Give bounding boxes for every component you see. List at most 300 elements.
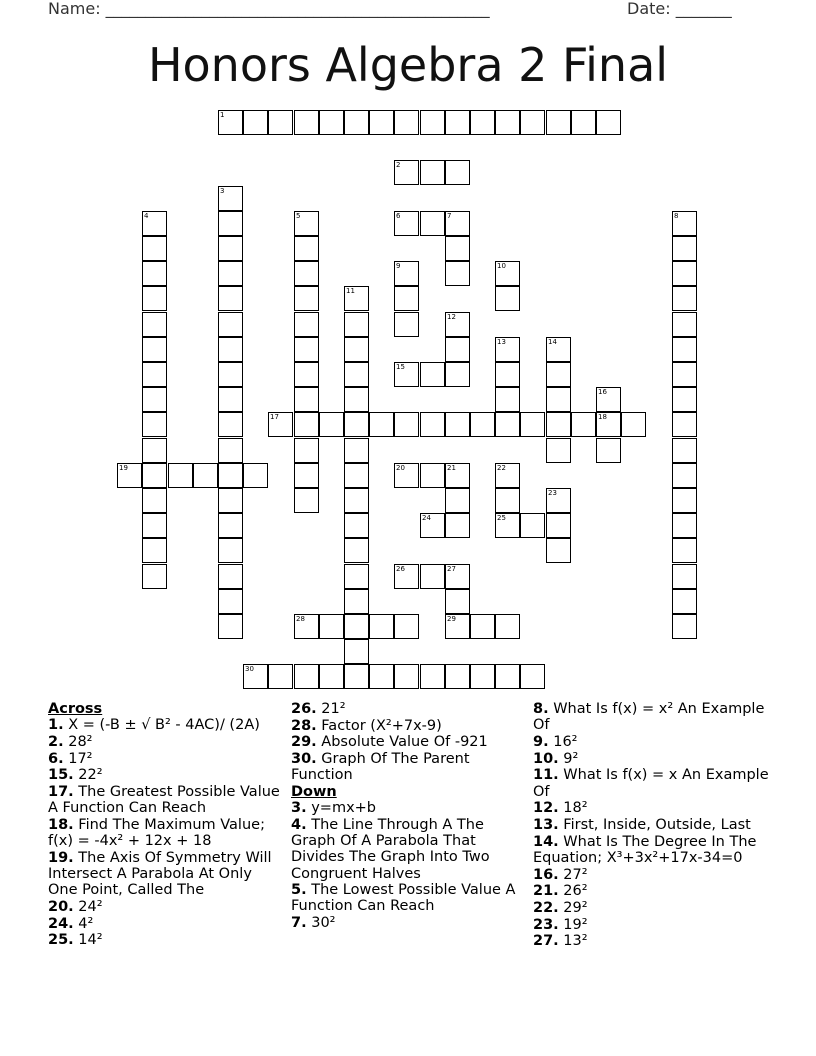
grid-cell[interactable] (470, 614, 495, 639)
grid-cell[interactable] (294, 387, 319, 412)
grid-cell[interactable] (495, 488, 520, 513)
grid-cell[interactable] (394, 160, 419, 185)
grid-cell[interactable] (294, 312, 319, 337)
grid-cell[interactable] (294, 362, 319, 387)
clue-number-label: 5 (296, 212, 301, 220)
grid-cell[interactable] (672, 312, 697, 337)
clue-text: The Line Through A The Graph Of A Parabola That Divides The Graph Into Two Congruent Halves (291, 816, 490, 882)
grid-cell[interactable] (394, 362, 419, 387)
grid-cell[interactable] (546, 513, 571, 538)
grid-cell[interactable] (218, 312, 243, 337)
clue-number-label: 3 (220, 187, 225, 195)
clue-number-label: 2 (396, 161, 401, 169)
grid-cell[interactable] (495, 362, 520, 387)
grid-cell[interactable] (294, 614, 319, 639)
grid-cell[interactable] (420, 564, 445, 589)
grid-cell[interactable] (117, 463, 142, 488)
clue-number-label: 19 (119, 464, 128, 472)
clue-number-label: 4 (144, 212, 149, 220)
clue-number: 27. (533, 933, 559, 950)
clues-column-1 (48, 701, 280, 949)
grid-cell[interactable] (445, 564, 470, 589)
clue-number-label: 29 (447, 615, 456, 623)
grid-cell[interactable] (672, 387, 697, 412)
clue-number: 29. (291, 734, 317, 751)
clue-item (291, 701, 519, 717)
grid-cell[interactable] (520, 513, 545, 538)
clue-text: What Is f(x) = x An Example Of (533, 767, 769, 800)
clue-item (48, 784, 280, 816)
clue-text: Factor (X²+7x-9) (316, 717, 442, 734)
grid-cell[interactable] (369, 412, 394, 437)
grid-cell[interactable] (142, 211, 167, 236)
clue-number-label: 11 (346, 287, 355, 295)
grid-cell[interactable] (672, 286, 697, 311)
grid-cell[interactable] (294, 438, 319, 463)
clue-number-label: 10 (497, 262, 506, 270)
clue-number: 15. (48, 767, 74, 784)
grid-cell[interactable] (243, 664, 268, 689)
clue-number: 25. (48, 932, 74, 949)
grid-cell[interactable] (394, 614, 419, 639)
grid-cell[interactable] (495, 337, 520, 362)
grid-cell[interactable] (420, 362, 445, 387)
clue-number-label: 17 (270, 413, 279, 421)
grid-cell[interactable] (596, 438, 621, 463)
grid-cell[interactable] (672, 513, 697, 538)
grid-cell[interactable] (142, 312, 167, 337)
grid-cell[interactable] (218, 589, 243, 614)
grid-cell[interactable] (294, 412, 319, 437)
grid-cell[interactable] (546, 438, 571, 463)
grid-cell[interactable] (218, 564, 243, 589)
grid-cell[interactable] (268, 110, 293, 135)
grid-cell[interactable] (445, 488, 470, 513)
clue-item (291, 915, 519, 931)
clue-number-label: 1 (220, 111, 225, 119)
grid-cell[interactable] (394, 564, 419, 589)
grid-cell[interactable] (218, 387, 243, 412)
grid-cell[interactable] (445, 211, 470, 236)
grid-cell[interactable] (344, 488, 369, 513)
clue-number: 24. (48, 915, 74, 932)
clue-number: 13. (533, 816, 559, 833)
grid-cell[interactable] (369, 110, 394, 135)
clue-text: 22² (73, 767, 103, 784)
grid-cell[interactable] (495, 463, 520, 488)
grid-cell[interactable] (218, 438, 243, 463)
clue-text: 16² (548, 733, 578, 750)
clue-item (533, 834, 773, 866)
clue-number: 19. (48, 849, 74, 866)
grid-cell[interactable] (420, 463, 445, 488)
grid-cell[interactable] (445, 110, 470, 135)
grid-cell[interactable] (294, 110, 319, 135)
grid-cell[interactable] (344, 337, 369, 362)
clue-number: 18. (48, 816, 74, 833)
grid-cell[interactable] (394, 286, 419, 311)
grid-cell[interactable] (520, 412, 545, 437)
grid-cell[interactable] (470, 412, 495, 437)
grid-cell[interactable] (495, 110, 520, 135)
clue-item (533, 900, 773, 916)
clue-number: 21. (533, 883, 559, 900)
clue-number-label: 16 (598, 388, 607, 396)
grid-cell[interactable] (394, 463, 419, 488)
grid-cell[interactable] (596, 387, 621, 412)
clue-text: Graph Of The Parent Function (291, 751, 470, 784)
grid-cell[interactable] (445, 412, 470, 437)
grid-cell[interactable] (420, 110, 445, 135)
clue-number: 1. (48, 717, 64, 734)
grid-cell[interactable] (218, 110, 243, 135)
grid-cell[interactable] (142, 538, 167, 563)
grid-cell[interactable] (520, 110, 545, 135)
clue-number-label: 30 (245, 665, 254, 673)
grid-cell[interactable] (546, 337, 571, 362)
clue-number: 10. (533, 750, 559, 767)
clue-number: 28. (291, 717, 317, 734)
grid-cell[interactable] (218, 211, 243, 236)
grid-cell[interactable] (420, 664, 445, 689)
clue-number: 17. (48, 784, 74, 801)
grid-cell[interactable] (445, 236, 470, 261)
clue-item (48, 751, 280, 767)
grid-cell[interactable] (596, 110, 621, 135)
name-field: Name: ________________________________________________ (48, 0, 490, 18)
clue-text: 26² (558, 883, 588, 900)
grid-cell[interactable] (672, 362, 697, 387)
clue-text: 18² (558, 800, 588, 817)
grid-cell[interactable] (142, 438, 167, 463)
clue-item (48, 767, 280, 783)
grid-cell[interactable] (344, 387, 369, 412)
grid-cell[interactable] (344, 614, 369, 639)
grid-cell[interactable] (672, 589, 697, 614)
grid-cell[interactable] (218, 412, 243, 437)
grid-cell[interactable] (168, 463, 193, 488)
grid-cell[interactable] (294, 211, 319, 236)
grid-cell[interactable] (445, 312, 470, 337)
grid-cell[interactable] (218, 538, 243, 563)
clue-number-label: 23 (548, 489, 557, 497)
grid-cell[interactable] (344, 513, 369, 538)
clue-item (533, 917, 773, 933)
clue-number-label: 26 (396, 565, 405, 573)
clue-number-label: 8 (674, 212, 679, 220)
grid-cell[interactable] (142, 236, 167, 261)
grid-cell[interactable] (445, 513, 470, 538)
clue-text: 19² (558, 916, 588, 933)
clue-text: 9² (558, 750, 579, 767)
grid-cell[interactable] (294, 463, 319, 488)
clue-text: Absolute Value Of -921 (316, 734, 488, 751)
clue-number: 30. (291, 751, 317, 768)
clue-text: y=mx+b (306, 800, 377, 817)
grid-cell[interactable] (344, 664, 369, 689)
grid-cell[interactable] (218, 337, 243, 362)
clue-text: The Greatest Possible Value A Function Can Reach (48, 784, 280, 817)
clue-number-label: 7 (447, 212, 452, 220)
clue-text: The Axis Of Symmetry Will Intersect A Parabola At Only One Point, Called The (48, 849, 272, 899)
clue-number: 7. (291, 915, 307, 932)
clue-text: What Is f(x) = x² An Example Of (533, 701, 765, 734)
grid-cell[interactable] (672, 614, 697, 639)
clue-item (291, 882, 519, 914)
grid-cell[interactable] (319, 412, 344, 437)
clue-text: The Lowest Possible Value A Function Can Reach (291, 882, 516, 915)
clue-text: 13² (558, 933, 588, 950)
grid-cell[interactable] (142, 488, 167, 513)
grid-cell[interactable] (470, 110, 495, 135)
clue-item (533, 867, 773, 883)
clue-number: 5. (291, 882, 307, 899)
grid-cell[interactable] (142, 337, 167, 362)
grid-cell[interactable] (369, 614, 394, 639)
clue-text: What Is The Degree In The Equation; X³+3x²+17x-34=0 (533, 833, 757, 866)
clue-number-label: 21 (447, 464, 456, 472)
grid-cell[interactable] (571, 412, 596, 437)
clue-item (533, 883, 773, 899)
grid-cell[interactable] (546, 362, 571, 387)
grid-cell[interactable] (672, 412, 697, 437)
clue-text: 14² (73, 932, 103, 949)
clue-text: Find The Maximum Value; f(x) = -4x² + 12x + 18 (48, 816, 265, 850)
grid-cell[interactable] (344, 362, 369, 387)
clue-number-label: 9 (396, 262, 401, 270)
clue-text: 21² (316, 701, 346, 717)
grid-cell[interactable] (294, 236, 319, 261)
clue-number: 6. (48, 750, 64, 767)
grid-cell[interactable] (394, 312, 419, 337)
grid-cell[interactable] (672, 211, 697, 236)
clue-item (291, 817, 519, 882)
grid-cell[interactable] (445, 362, 470, 387)
grid-cell[interactable] (218, 186, 243, 211)
grid-cell[interactable] (294, 261, 319, 286)
grid-cell[interactable] (294, 286, 319, 311)
clue-number: 11. (533, 767, 559, 784)
grid-cell[interactable] (445, 463, 470, 488)
grid-cell[interactable] (420, 412, 445, 437)
clue-item (291, 800, 519, 816)
grid-cell[interactable] (344, 589, 369, 614)
clue-number-label: 18 (598, 413, 607, 421)
clue-text: First, Inside, Outside, Last (558, 816, 751, 833)
grid-cell[interactable] (546, 110, 571, 135)
grid-cell[interactable] (319, 110, 344, 135)
clue-item (533, 817, 773, 833)
grid-cell[interactable] (142, 286, 167, 311)
grid-cell[interactable] (218, 463, 243, 488)
clue-item (533, 767, 773, 799)
clue-number-label: 14 (548, 338, 557, 346)
clue-number-label: 6 (396, 212, 401, 220)
grid-cell[interactable] (495, 261, 520, 286)
clue-item (48, 899, 280, 915)
clue-item (533, 734, 773, 750)
clue-item (533, 701, 773, 733)
grid-cell[interactable] (520, 664, 545, 689)
clue-text: X = (-B ± √ B² - 4AC)/ (2A) (63, 717, 260, 734)
grid-cell[interactable] (344, 639, 369, 664)
grid-cell[interactable] (218, 513, 243, 538)
grid-cell[interactable] (344, 538, 369, 563)
grid-cell[interactable] (495, 513, 520, 538)
clue-number: 4. (291, 816, 307, 833)
grid-cell[interactable] (394, 110, 419, 135)
grid-cell[interactable] (344, 463, 369, 488)
grid-cell[interactable] (445, 664, 470, 689)
grid-cell[interactable] (319, 664, 344, 689)
clue-item (533, 751, 773, 767)
grid-cell[interactable] (495, 614, 520, 639)
clue-text: 27² (558, 866, 588, 883)
clue-item (291, 734, 519, 750)
grid-cell[interactable] (294, 664, 319, 689)
date-field: Date: _______ (627, 0, 732, 18)
grid-cell[interactable] (546, 412, 571, 437)
grid-cell[interactable] (420, 160, 445, 185)
across-heading: Across (48, 701, 103, 717)
clue-item (291, 751, 519, 783)
grid-cell[interactable] (394, 211, 419, 236)
grid-cell[interactable] (142, 362, 167, 387)
grid-cell[interactable] (142, 261, 167, 286)
grid-cell[interactable] (546, 387, 571, 412)
grid-cell[interactable] (218, 614, 243, 639)
grid-cell[interactable] (672, 488, 697, 513)
grid-cell[interactable] (394, 412, 419, 437)
clue-number: 8. (533, 701, 549, 717)
grid-cell[interactable] (495, 387, 520, 412)
grid-cell[interactable] (142, 564, 167, 589)
clue-number: 2. (48, 733, 64, 750)
grid-cell[interactable] (672, 438, 697, 463)
grid-cell[interactable] (672, 337, 697, 362)
clue-text: 28² (63, 733, 93, 750)
grid-cell[interactable] (344, 438, 369, 463)
clue-number: 12. (533, 800, 559, 817)
grid-cell[interactable] (445, 160, 470, 185)
clue-number: 16. (533, 866, 559, 883)
grid-cell[interactable] (142, 513, 167, 538)
clue-number-label: 12 (447, 313, 456, 321)
grid-cell[interactable] (369, 664, 394, 689)
grid-cell[interactable] (218, 261, 243, 286)
grid-cell[interactable] (344, 110, 369, 135)
grid-cell[interactable] (445, 614, 470, 639)
grid-cell[interactable] (672, 538, 697, 563)
clue-item (291, 718, 519, 734)
grid-cell[interactable] (142, 463, 167, 488)
grid-cell[interactable] (218, 286, 243, 311)
grid-cell[interactable] (344, 564, 369, 589)
grid-cell[interactable] (193, 463, 218, 488)
clue-item (48, 932, 280, 948)
grid-cell[interactable] (344, 412, 369, 437)
clue-number-label: 20 (396, 464, 405, 472)
clue-number-label: 13 (497, 338, 506, 346)
clues-column-2 (291, 701, 519, 932)
grid-cell[interactable] (571, 110, 596, 135)
clue-item (48, 916, 280, 932)
clue-text: 24² (73, 898, 103, 915)
clue-item (533, 933, 773, 949)
grid-cell[interactable] (319, 614, 344, 639)
clue-text: 29² (558, 899, 588, 916)
clue-number: 23. (533, 916, 559, 933)
grid-cell[interactable] (268, 412, 293, 437)
clue-number: 22. (533, 899, 559, 916)
grid-cell[interactable] (672, 564, 697, 589)
grid-cell[interactable] (344, 286, 369, 311)
grid-cell[interactable] (420, 513, 445, 538)
grid-cell[interactable] (495, 664, 520, 689)
grid-cell[interactable] (495, 286, 520, 311)
grid-cell[interactable] (445, 261, 470, 286)
clue-text: 4² (73, 915, 94, 932)
page-title: Honors Algebra 2 Final (147, 38, 669, 92)
grid-cell[interactable] (546, 538, 571, 563)
clues-column-3 (533, 701, 773, 950)
down-heading: Down (291, 784, 337, 801)
grid-cell[interactable] (142, 387, 167, 412)
grid-cell[interactable] (243, 110, 268, 135)
grid-cell[interactable] (344, 312, 369, 337)
clue-number: 14. (533, 833, 559, 850)
grid-cell[interactable] (268, 664, 293, 689)
grid-cell[interactable] (218, 362, 243, 387)
grid-cell[interactable] (596, 412, 621, 437)
clue-number-label: 27 (447, 565, 456, 573)
clue-number: 9. (533, 733, 549, 750)
grid-cell[interactable] (672, 261, 697, 286)
grid-cell[interactable] (294, 488, 319, 513)
clue-number: 20. (48, 898, 74, 915)
grid-cell[interactable] (672, 236, 697, 261)
clue-item (48, 734, 280, 750)
clue-number: 3. (291, 800, 307, 817)
grid-cell[interactable] (218, 488, 243, 513)
clue-number-label: 24 (422, 514, 431, 522)
clue-number-label: 15 (396, 363, 405, 371)
clue-item (48, 717, 280, 733)
grid-cell[interactable] (394, 261, 419, 286)
grid-cell[interactable] (394, 664, 419, 689)
clue-text: 30² (306, 915, 336, 932)
grid-cell[interactable] (218, 236, 243, 261)
grid-cell[interactable] (294, 337, 319, 362)
grid-cell[interactable] (420, 211, 445, 236)
grid-cell[interactable] (470, 664, 495, 689)
grid-cell[interactable] (495, 412, 520, 437)
clue-number-label: 25 (497, 514, 506, 522)
grid-cell[interactable] (142, 412, 167, 437)
grid-cell[interactable] (243, 463, 268, 488)
clue-text: 17² (63, 750, 93, 767)
grid-cell[interactable] (445, 337, 470, 362)
grid-cell[interactable] (672, 463, 697, 488)
clue-item (48, 850, 280, 899)
clue-item (48, 817, 280, 849)
grid-cell[interactable] (621, 412, 646, 437)
grid-cell[interactable] (546, 488, 571, 513)
clue-number: 26. (291, 701, 317, 717)
clue-number-label: 22 (497, 464, 506, 472)
grid-cell[interactable] (445, 589, 470, 614)
clue-item (533, 800, 773, 816)
